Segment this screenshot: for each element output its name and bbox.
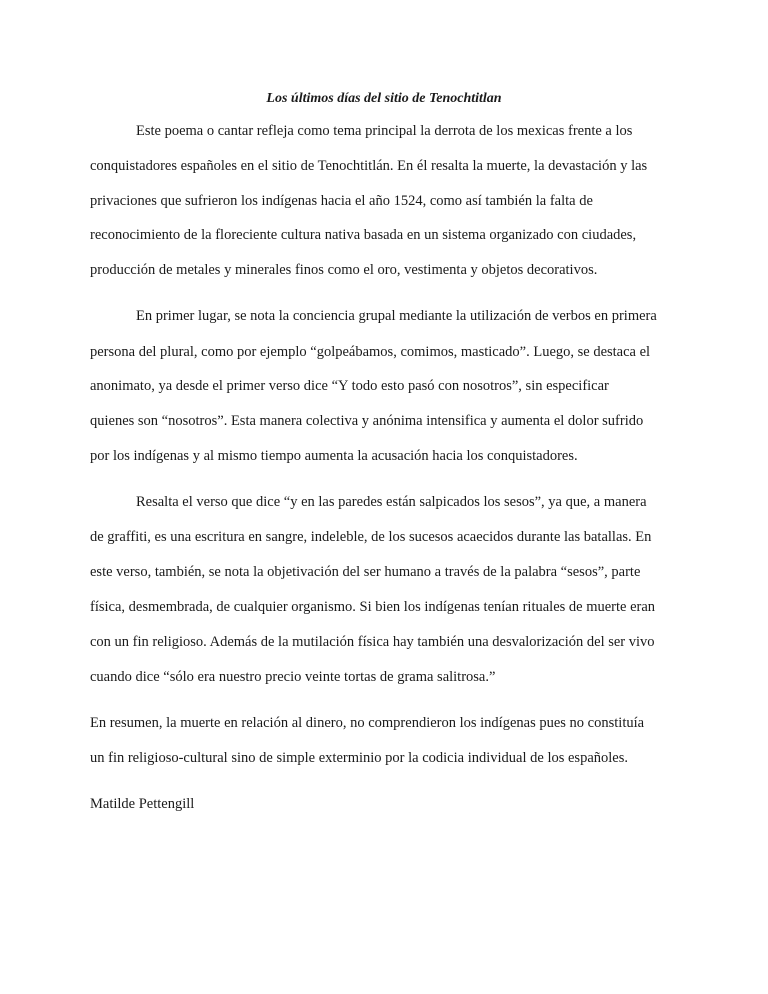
paragraph-line: privaciones que sufrieron los indígenas hacia el año 1524, como así también la falta de: [90, 193, 593, 209]
paragraph-line: En primer lugar, se nota la conciencia grupal mediante la utilización de verbos en primera: [136, 308, 657, 324]
document-title: Los últimos días del sitio de Tenochtitlan: [266, 91, 502, 106]
paragraph-line: de graffiti, es una escritura en sangre, indeleble, de los sucesos acaecidos durante las batallas. En: [90, 529, 652, 545]
paragraph-line: persona del plural, como por ejemplo “golpeábamos, comimos, masticado”. Luego, se destaca el: [90, 344, 651, 360]
paragraph-line: cuando dice “sólo era nuestro precio veinte tortas de grama salitrosa.”: [90, 669, 496, 685]
paragraph-line: Resalta el verso que dice “y en las paredes están salpicados los sesos”, ya que, a manera: [136, 494, 647, 510]
paragraph-line: un fin religioso-cultural sino de simple exterminio por la codicia individual de los españoles.: [90, 750, 628, 766]
paragraph-line: física, desmembrada, de cualquier organismo. Si bien los indígenas tenían rituales de muerte eran: [90, 599, 656, 615]
paragraph-line: producción de metales y minerales finos como el oro, vestimenta y objetos decorativos.: [90, 262, 598, 278]
paragraph-line: reconocimiento de la floreciente cultura nativa basada en un sistema organizado con ciudades,: [90, 227, 637, 243]
paragraph-line: Este poema o cantar refleja como tema principal la derrota de los mexicas frente a los: [136, 123, 633, 139]
paragraph-line: conquistadores españoles en el sitio de Tenochtitlán. En él resalta la muerte, la devastación y las: [90, 158, 648, 174]
paragraph-line: por los indígenas y al mismo tiempo aumenta la acusación hacia los conquistadores.: [90, 448, 578, 464]
paragraph-line: con un fin religioso. Además de la mutilación física hay también una desvalorización del ser vivo: [90, 634, 655, 650]
paragraph-line: este verso, también, se nota la objetivación del ser humano a través de la palabra “sesos”, parte: [90, 564, 641, 580]
author-name: Matilde Pettengill: [90, 796, 195, 812]
paragraph-line: anonimato, ya desde el primer verso dice “Y todo esto pasó con nosotros”, sin especificar: [90, 378, 609, 394]
paragraph-line: En resumen, la muerte en relación al dinero, no comprendieron los indígenas pues no constituía: [90, 715, 645, 731]
paragraph-line: quienes son “nosotros”. Esta manera colectiva y anónima intensifica y aumenta el dolor sufrido: [90, 413, 644, 429]
